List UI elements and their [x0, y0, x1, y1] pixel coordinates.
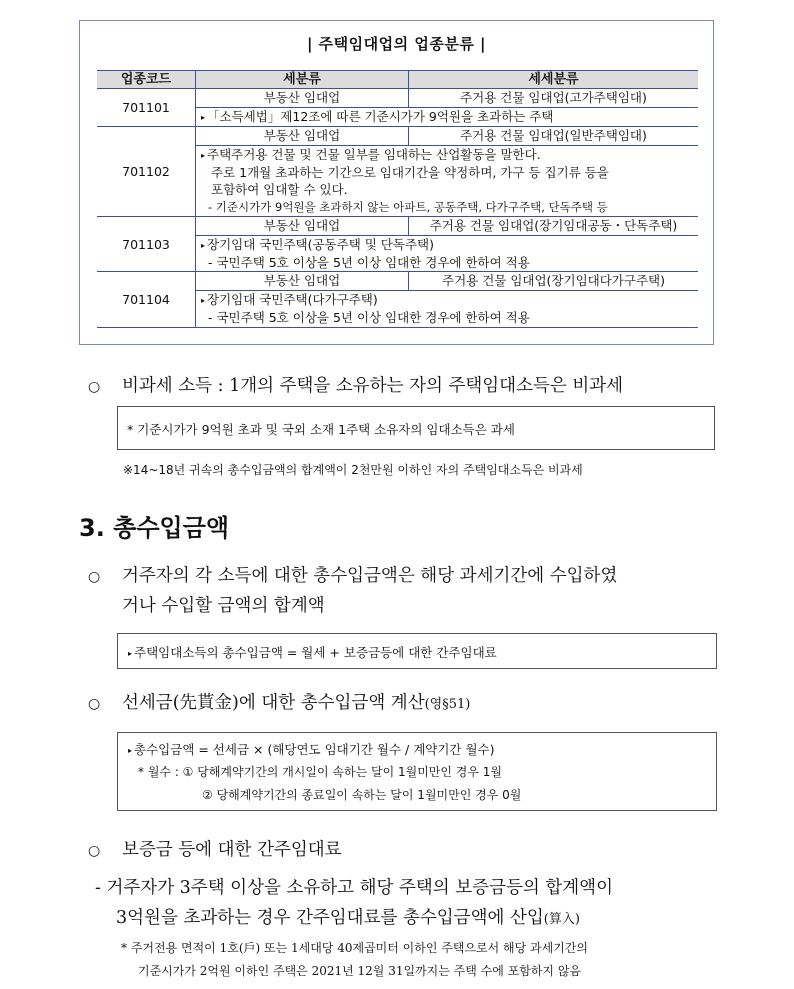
row-description: ▸ 장기임대 국민주택(공동주택 및 단독주택) - 국민주택 5호 이상을 5년 이상 임대한 경우에 한하여 적용: [196, 235, 699, 272]
header-subclass: 세분류: [196, 71, 409, 89]
nontax-paragraph: ○ 비과세 소득 : 1개의 주택을 소유하는 자의 주택임대소득은 비과세: [88, 376, 624, 396]
classification-table: [97, 70, 698, 328]
total-income-paragraph: ○ 거주자의 각 소득에 대한 총수입금액은 해당 과세기간에 수입하였: [88, 566, 618, 586]
row-description: ▸ 장기임대 국민주택(다가구주택) - 국민주택 5호 이상을 5년 이상 임대한 경우에 한하여 적용: [196, 290, 699, 327]
triangle-bullet-icon: ▸: [128, 649, 133, 658]
circle-bullet-icon: ○: [88, 569, 101, 585]
row-code: 701104: [97, 272, 196, 327]
header-detail-class: 세세분류: [409, 71, 699, 89]
deemed-rent-paragraph: ○ 보증금 등에 대한 간주임대료: [88, 840, 342, 860]
row-detail: 주거용 건물 임대업(고가주택임대): [409, 89, 699, 107]
housing-count-footnote: * 주거전용 면적이 1호(戶) 또는 1세대당 40제곱미터 이하인 주택으로서 해당 과세기간의: [121, 941, 588, 955]
triangle-bullet-icon: ▸: [128, 746, 133, 755]
row-detail: 주거용 건물 임대업(장기임대다가구주택): [409, 272, 699, 290]
rent-income-formula-box: ▸ 주택임대소득의 총수입금액 = 월세 + 보증금등에 대한 간주임대료: [117, 633, 717, 669]
circle-bullet-icon: ○: [88, 843, 101, 859]
triangle-bullet-icon: ▸: [201, 295, 206, 305]
table-row: [97, 127, 698, 145]
table-row: [97, 272, 698, 290]
table-row: [97, 217, 698, 235]
row-subclass: 부동산 임대업: [196, 272, 409, 290]
triangle-bullet-icon: ▸: [201, 112, 206, 122]
housing-count-footnote-cont: 기준시가가 2억원 이하인 주택은 2021년 12월 31일까지는 주택 수에 포함하지 않음: [138, 964, 582, 978]
circle-bullet-icon: ○: [88, 379, 101, 395]
row-detail: 주거용 건물 임대업(장기임대공동・단독주택): [409, 217, 699, 235]
row-code: 701102: [97, 127, 196, 217]
circle-bullet-icon: ○: [88, 696, 101, 712]
table-header-row: [97, 71, 698, 89]
triangle-bullet-icon: ▸: [201, 240, 206, 250]
deemed-rent-condition-cont: 3억원을 초과하는 경우 간주임대료를 총수입금액에 산입(算入): [116, 908, 580, 928]
header-code: 업종코드: [97, 71, 196, 89]
table-row: [97, 89, 698, 107]
row-code: 701101: [97, 89, 196, 127]
row-subclass: 부동산 임대업: [196, 89, 409, 107]
classification-title: | 주택임대업의 업종분류 |: [306, 35, 487, 53]
advance-rent-formula-box: ▸ 총수입금액 = 선세금 × (해당연도 임대기간 월수 / 계약기간 월수) * 월수 : ① 당해계약기간의 개시일이 속하는 달이 1월미만인 경우 1월 ② 당해계약기간의 종료일이 속하는 달이 1월미만인 경우 0월: [117, 732, 717, 811]
row-subclass: 부동산 임대업: [196, 217, 409, 235]
industry-classification-box: [79, 20, 714, 345]
deemed-rent-condition: - 거주자가 3주택 이상을 소유하고 해당 주택의 보증금등의 합계액이: [95, 878, 613, 898]
triangle-bullet-icon: ▸: [201, 150, 206, 160]
nontax-note-box: * 기준시가가 9억원 초과 및 국외 소재 1주택 소유자의 임대소득은 과세: [117, 406, 715, 450]
total-income-paragraph-cont: 거나 수입할 금액의 합계액: [122, 596, 325, 616]
nontax-footnote: ※14~18년 귀속의 총수입금액의 합계액이 2천만원 이하인 자의 주택임대소득은 비과세: [123, 463, 583, 477]
row-description: ▸ 주택주거용 건물 및 건물 일부를 임대하는 산업활동을 말한다. 주로 1개월 초과하는 기간으로 임대기간을 약정하며, 가구 등 집기류 등을 포함하여 임대할 수 있다. - 기준시가가 9억원을 초과하지 않는 아파트, 공동주택, 다가구주택, 단독주택 등: [196, 145, 699, 217]
section-heading: 3. 총수입금액: [79, 514, 230, 542]
row-code: 701103: [97, 217, 196, 272]
row-detail: 주거용 건물 임대업(일반주택임대): [409, 127, 699, 145]
advance-rent-paragraph: ○ 선세금(先貰金)에 대한 총수입금액 계산(영§51): [88, 693, 471, 713]
row-description: ▸ 「소득세법」제12조에 따른 기준시가가 9억원을 초과하는 주택: [196, 107, 699, 126]
row-subclass: 부동산 임대업: [196, 127, 409, 145]
